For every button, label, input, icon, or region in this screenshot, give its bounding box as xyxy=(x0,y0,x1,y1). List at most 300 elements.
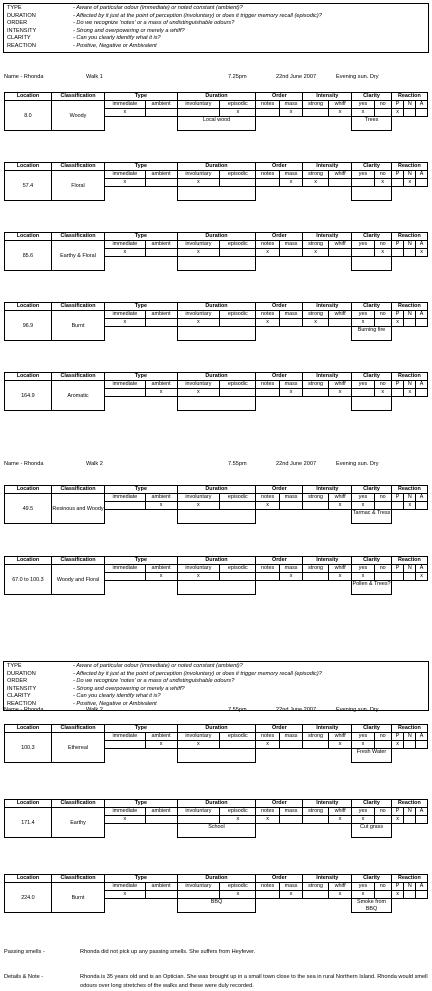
mark-involuntary: x xyxy=(177,741,220,749)
subheader-notes: notes xyxy=(256,381,279,389)
mark-n: x xyxy=(404,502,416,510)
mark-a: x xyxy=(416,249,428,257)
subheader-p: P xyxy=(391,311,404,319)
mark-involuntary xyxy=(177,891,220,899)
intensity-header: Intensity xyxy=(303,373,352,381)
mark-involuntary xyxy=(177,816,220,824)
note-text: Rhonda did not pick up any passing smells. She suffers from Heyfever. xyxy=(80,949,256,955)
classification-header: Classification xyxy=(51,233,104,241)
subheader-immediate: immediate xyxy=(105,733,145,741)
classification-value: Earthy & Floral xyxy=(51,241,104,271)
observation-table xyxy=(4,556,428,595)
subheader-whiff: whiff xyxy=(328,241,351,249)
subheader-ambient: ambient xyxy=(145,808,177,816)
mark-a xyxy=(416,816,428,824)
intensity-header: Intensity xyxy=(303,233,352,241)
duration-header: Duration xyxy=(177,557,256,565)
observation-table xyxy=(4,799,428,838)
location-value: 96.9 xyxy=(5,311,52,341)
mark-yes: x xyxy=(352,891,374,899)
legend-key: CLARITY xyxy=(7,35,31,42)
classification-header: Classification xyxy=(51,373,104,381)
classification-value: Burnt xyxy=(51,883,104,913)
mark-n xyxy=(404,816,416,824)
legend-description: - Can you clearly identify what it is? xyxy=(73,693,161,700)
location-value: 85.6 xyxy=(5,241,52,271)
mark-no xyxy=(374,109,391,117)
classification-value: Earthy xyxy=(51,808,104,838)
subheader-no: no xyxy=(374,733,391,741)
subheader-p: P xyxy=(391,808,404,816)
legend-description: - Strong and overpowering or merely a whiff? xyxy=(73,685,185,692)
subheader-episodic: episodic xyxy=(220,494,256,502)
mark-p xyxy=(391,573,404,581)
walk-name: Name - Rhonda xyxy=(4,74,44,80)
subheader-notes: notes xyxy=(256,883,279,891)
mark-no xyxy=(374,573,391,581)
subheader-whiff: whiff xyxy=(328,381,351,389)
mark-n xyxy=(404,319,416,327)
subheader-involuntary: involuntary xyxy=(177,381,220,389)
mark-ambient: x xyxy=(145,573,177,581)
mark-notes: x xyxy=(256,741,279,749)
subheader-immediate: immediate xyxy=(105,311,145,319)
subheader-strong: strong xyxy=(303,565,329,573)
subheader-notes: notes xyxy=(256,733,279,741)
subheader-no: no xyxy=(374,808,391,816)
legend-row xyxy=(7,693,425,701)
classification-header: Classification xyxy=(51,163,104,171)
subheader-yes: yes xyxy=(352,311,374,319)
subheader-mass: mass xyxy=(279,883,302,891)
mark-p: x xyxy=(391,109,404,117)
subheader-n: N xyxy=(404,808,416,816)
subheader-a: A xyxy=(416,171,428,179)
duration-header: Duration xyxy=(177,725,256,733)
mark-notes xyxy=(256,891,279,899)
reaction-header: Reaction xyxy=(391,486,427,494)
legend-description: - Aware of particular odour (immediate) or noted constant (ambient)? xyxy=(73,5,243,11)
subheader-strong: strong xyxy=(303,171,329,179)
mark-mass xyxy=(279,741,302,749)
classification-value: Floral xyxy=(51,171,104,201)
subheader-whiff: whiff xyxy=(328,171,351,179)
location-value: 49.5 xyxy=(5,494,52,524)
legend-row xyxy=(7,678,425,686)
legend-box xyxy=(3,3,429,53)
subheader-notes: notes xyxy=(256,241,279,249)
legend-row xyxy=(7,28,425,36)
legend-row xyxy=(7,5,425,13)
classification-header: Classification xyxy=(51,486,104,494)
mark-a: x xyxy=(416,573,428,581)
mark-whiff: x xyxy=(328,573,351,581)
subheader-no: no xyxy=(374,311,391,319)
mark-yes xyxy=(352,249,374,257)
legend-key: DURATION xyxy=(7,12,36,19)
observation-table xyxy=(4,724,428,763)
reaction-header: Reaction xyxy=(391,303,427,311)
legend-row xyxy=(7,20,425,28)
mark-yes: x xyxy=(352,573,374,581)
subheader-p: P xyxy=(391,101,404,109)
type-header: Type xyxy=(105,303,177,311)
mark-yes xyxy=(352,389,374,397)
subheader-involuntary: involuntary xyxy=(177,101,220,109)
reaction-header: Reaction xyxy=(391,800,427,808)
mark-no xyxy=(374,502,391,510)
mark-episodic xyxy=(220,502,256,510)
mark-no: x xyxy=(374,179,391,187)
walk-date: 22nd June 2007 xyxy=(276,461,317,467)
subheader-a: A xyxy=(416,808,428,816)
subheader-whiff: whiff xyxy=(328,101,351,109)
subheader-n: N xyxy=(404,883,416,891)
legend-key: CLARITY xyxy=(7,693,31,700)
mark-whiff: x xyxy=(328,389,351,397)
duration-note: School xyxy=(177,824,256,838)
walk-time: 7.25pm xyxy=(228,74,247,80)
subheader-mass: mass xyxy=(279,808,302,816)
mark-notes: x xyxy=(256,502,279,510)
mark-immediate: x xyxy=(105,891,145,899)
legend-key: ORDER xyxy=(7,678,28,685)
mark-involuntary xyxy=(177,109,220,117)
classification-value: Resinous and Woody xyxy=(51,494,104,524)
subheader-whiff: whiff xyxy=(328,808,351,816)
classification-header: Classification xyxy=(51,93,104,101)
mark-yes xyxy=(352,179,374,187)
observation-table xyxy=(4,232,428,271)
order-header: Order xyxy=(256,725,303,733)
mark-mass: x xyxy=(279,179,302,187)
mark-n xyxy=(404,573,416,581)
mark-ambient: x xyxy=(145,741,177,749)
duration-note xyxy=(177,749,256,763)
intensity-header: Intensity xyxy=(303,486,352,494)
location-header: Location xyxy=(5,93,52,101)
mark-immediate: x xyxy=(105,249,145,257)
intensity-header: Intensity xyxy=(303,725,352,733)
subheader-strong: strong xyxy=(303,381,329,389)
subheader-n: N xyxy=(404,381,416,389)
mark-yes: x xyxy=(352,319,374,327)
reaction-header: Reaction xyxy=(391,875,427,883)
note-text: Rhonda is 35 years old and is an Optician. She was brought up in a small town close to the sea in rural Northern Island. Rhonda would smell odours over long stretches of the walks and these were duly recorded. xyxy=(80,973,428,989)
location-header: Location xyxy=(5,875,52,883)
location-header: Location xyxy=(5,800,52,808)
mark-a xyxy=(416,502,428,510)
mark-ambient xyxy=(145,319,177,327)
subheader-a: A xyxy=(416,381,428,389)
mark-a xyxy=(416,741,428,749)
order-header: Order xyxy=(256,557,303,565)
walk-walk: Walk 1 xyxy=(86,74,103,80)
mark-involuntary: x xyxy=(177,573,220,581)
walk-weather: Evening sun. Dry xyxy=(336,707,379,713)
mark-notes xyxy=(256,179,279,187)
order-header: Order xyxy=(256,875,303,883)
mark-involuntary: x xyxy=(177,319,220,327)
classification-header: Classification xyxy=(51,800,104,808)
subheader-a: A xyxy=(416,733,428,741)
legend-row xyxy=(7,13,425,21)
note-label: Details & Note - xyxy=(4,973,44,980)
subheader-no: no xyxy=(374,241,391,249)
mark-immediate: x xyxy=(105,179,145,187)
walk-walk: Walk 2 xyxy=(86,461,103,467)
clarity-header: Clarity xyxy=(352,373,391,381)
reaction-header: Reaction xyxy=(391,233,427,241)
subheader-yes: yes xyxy=(352,381,374,389)
clarity-header: Clarity xyxy=(352,800,391,808)
walk-header xyxy=(4,74,428,82)
intensity-header: Intensity xyxy=(303,800,352,808)
subheader-mass: mass xyxy=(279,733,302,741)
legend-key: REACTION xyxy=(7,42,36,49)
duration-header: Duration xyxy=(177,875,256,883)
legend-row xyxy=(7,43,425,51)
location-value: 67.0 to 100.3 xyxy=(5,565,52,595)
clarity-header: Clarity xyxy=(352,233,391,241)
duration-header: Duration xyxy=(177,93,256,101)
subheader-notes: notes xyxy=(256,565,279,573)
location-header: Location xyxy=(5,486,52,494)
mark-whiff: x xyxy=(328,891,351,899)
legend-description: - Affected by it just at the point of perception (involuntary) or does it trigger memory recall (episodic)? xyxy=(73,670,322,677)
note-row xyxy=(4,948,428,957)
clarity-header: Clarity xyxy=(352,875,391,883)
subheader-no: no xyxy=(374,494,391,502)
clarity-note: Burning fire xyxy=(352,327,391,341)
type-header: Type xyxy=(105,800,177,808)
subheader-a: A xyxy=(416,101,428,109)
clarity-note: Smoke from BBQ xyxy=(352,899,391,913)
type-header: Type xyxy=(105,93,177,101)
subheader-episodic: episodic xyxy=(220,241,256,249)
clarity-note xyxy=(352,187,391,201)
mark-episodic xyxy=(220,741,256,749)
subheader-strong: strong xyxy=(303,808,329,816)
legend-key: ORDER xyxy=(7,20,28,27)
mark-p xyxy=(391,249,404,257)
clarity-note: Pollen & Trees? xyxy=(352,581,391,595)
subheader-ambient: ambient xyxy=(145,171,177,179)
subheader-mass: mass xyxy=(279,241,302,249)
duration-header: Duration xyxy=(177,486,256,494)
subheader-notes: notes xyxy=(256,101,279,109)
mark-immediate: x xyxy=(105,109,145,117)
legend-key: TYPE xyxy=(7,663,22,669)
mark-mass: x xyxy=(279,573,302,581)
subheader-a: A xyxy=(416,883,428,891)
mark-whiff: x xyxy=(328,502,351,510)
mark-strong: x xyxy=(303,249,329,257)
subheader-involuntary: involuntary xyxy=(177,494,220,502)
duration-note xyxy=(177,257,256,271)
mark-p xyxy=(391,389,404,397)
subheader-episodic: episodic xyxy=(220,381,256,389)
subheader-immediate: immediate xyxy=(105,883,145,891)
legend-row xyxy=(7,35,425,43)
subheader-involuntary: involuntary xyxy=(177,311,220,319)
type-header: Type xyxy=(105,875,177,883)
subheader-mass: mass xyxy=(279,311,302,319)
subheader-notes: notes xyxy=(256,494,279,502)
note-row xyxy=(4,973,428,991)
subheader-immediate: immediate xyxy=(105,494,145,502)
clarity-header: Clarity xyxy=(352,557,391,565)
subheader-mass: mass xyxy=(279,101,302,109)
location-header: Location xyxy=(5,557,52,565)
mark-yes: x xyxy=(352,741,374,749)
subheader-yes: yes xyxy=(352,808,374,816)
subheader-notes: notes xyxy=(256,311,279,319)
classification-value: Aromatic xyxy=(51,381,104,411)
mark-involuntary: x xyxy=(177,389,220,397)
mark-mass xyxy=(279,319,302,327)
subheader-p: P xyxy=(391,241,404,249)
mark-n xyxy=(404,891,416,899)
mark-no xyxy=(374,816,391,824)
mark-whiff: x xyxy=(328,109,351,117)
subheader-involuntary: involuntary xyxy=(177,733,220,741)
mark-n xyxy=(404,741,416,749)
mark-immediate xyxy=(105,389,145,397)
mark-no xyxy=(374,891,391,899)
duration-note: Local wood xyxy=(177,117,256,131)
mark-no xyxy=(374,741,391,749)
walk-header xyxy=(4,707,428,715)
subheader-yes: yes xyxy=(352,494,374,502)
mark-episodic: x xyxy=(220,109,256,117)
subheader-a: A xyxy=(416,565,428,573)
walk-walk: Walk 2 xyxy=(86,707,103,713)
subheader-strong: strong xyxy=(303,883,329,891)
classification-value: Woody xyxy=(51,101,104,131)
legend-description: - Aware of particular odour (immediate) or noted constant (ambient)? xyxy=(73,663,243,669)
mark-a xyxy=(416,109,428,117)
mark-immediate: x xyxy=(105,319,145,327)
location-value: 57.4 xyxy=(5,171,52,201)
subheader-n: N xyxy=(404,733,416,741)
location-header: Location xyxy=(5,725,52,733)
subheader-involuntary: involuntary xyxy=(177,883,220,891)
subheader-involuntary: involuntary xyxy=(177,241,220,249)
mark-p: x xyxy=(391,891,404,899)
subheader-ambient: ambient xyxy=(145,883,177,891)
classification-value: Woody and Floral xyxy=(51,565,104,595)
subheader-yes: yes xyxy=(352,241,374,249)
subheader-ambient: ambient xyxy=(145,494,177,502)
walk-header xyxy=(4,461,428,469)
clarity-header: Clarity xyxy=(352,486,391,494)
clarity-note: Fresh Water xyxy=(352,749,391,763)
subheader-whiff: whiff xyxy=(328,494,351,502)
subheader-ambient: ambient xyxy=(145,733,177,741)
duration-note: BBQ xyxy=(177,899,256,913)
location-header: Location xyxy=(5,163,52,171)
legend-row xyxy=(7,671,425,679)
legend-description: - Positive, Negative or Ambivalent xyxy=(73,700,157,707)
clarity-note: Trees xyxy=(352,117,391,131)
legend-row xyxy=(7,686,425,694)
mark-notes xyxy=(256,573,279,581)
subheader-p: P xyxy=(391,883,404,891)
legend-row xyxy=(7,663,425,671)
mark-immediate xyxy=(105,573,145,581)
intensity-header: Intensity xyxy=(303,875,352,883)
order-header: Order xyxy=(256,486,303,494)
mark-p: x xyxy=(391,319,404,327)
mark-yes: x xyxy=(352,109,374,117)
walk-name: Name - Rhonda xyxy=(4,707,44,713)
observation-table xyxy=(4,162,428,201)
subheader-ambient: ambient xyxy=(145,311,177,319)
mark-mass: x xyxy=(279,109,302,117)
classification-header: Classification xyxy=(51,875,104,883)
subheader-p: P xyxy=(391,565,404,573)
subheader-involuntary: involuntary xyxy=(177,171,220,179)
mark-strong xyxy=(303,573,329,581)
mark-ambient: x xyxy=(145,389,177,397)
mark-strong xyxy=(303,741,329,749)
mark-p: x xyxy=(391,741,404,749)
intensity-header: Intensity xyxy=(303,303,352,311)
classification-value: Ethereal xyxy=(51,733,104,763)
mark-episodic xyxy=(220,573,256,581)
intensity-header: Intensity xyxy=(303,93,352,101)
duration-header: Duration xyxy=(177,163,256,171)
mark-notes: x xyxy=(256,249,279,257)
subheader-immediate: immediate xyxy=(105,808,145,816)
order-header: Order xyxy=(256,800,303,808)
subheader-ambient: ambient xyxy=(145,381,177,389)
legend-key: INTENSITY xyxy=(7,27,37,34)
legend-key: DURATION xyxy=(7,670,36,677)
subheader-no: no xyxy=(374,883,391,891)
subheader-strong: strong xyxy=(303,101,329,109)
mark-strong xyxy=(303,891,329,899)
clarity-header: Clarity xyxy=(352,303,391,311)
mark-notes xyxy=(256,389,279,397)
mark-no xyxy=(374,319,391,327)
subheader-ambient: ambient xyxy=(145,101,177,109)
mark-no: x xyxy=(374,249,391,257)
mark-mass: x xyxy=(279,389,302,397)
subheader-mass: mass xyxy=(279,171,302,179)
mark-episodic xyxy=(220,249,256,257)
mark-episodic xyxy=(220,389,256,397)
duration-note xyxy=(177,581,256,595)
mark-strong xyxy=(303,502,329,510)
intensity-header: Intensity xyxy=(303,163,352,171)
clarity-note: Cut grass xyxy=(352,824,391,838)
mark-ambient xyxy=(145,891,177,899)
subheader-immediate: immediate xyxy=(105,241,145,249)
subheader-whiff: whiff xyxy=(328,883,351,891)
reaction-header: Reaction xyxy=(391,163,427,171)
classification-header: Classification xyxy=(51,303,104,311)
subheader-mass: mass xyxy=(279,494,302,502)
mark-n xyxy=(404,249,416,257)
mark-p xyxy=(391,502,404,510)
subheader-strong: strong xyxy=(303,241,329,249)
location-value: 224.0 xyxy=(5,883,52,913)
subheader-p: P xyxy=(391,733,404,741)
mark-p xyxy=(391,179,404,187)
subheader-a: A xyxy=(416,241,428,249)
